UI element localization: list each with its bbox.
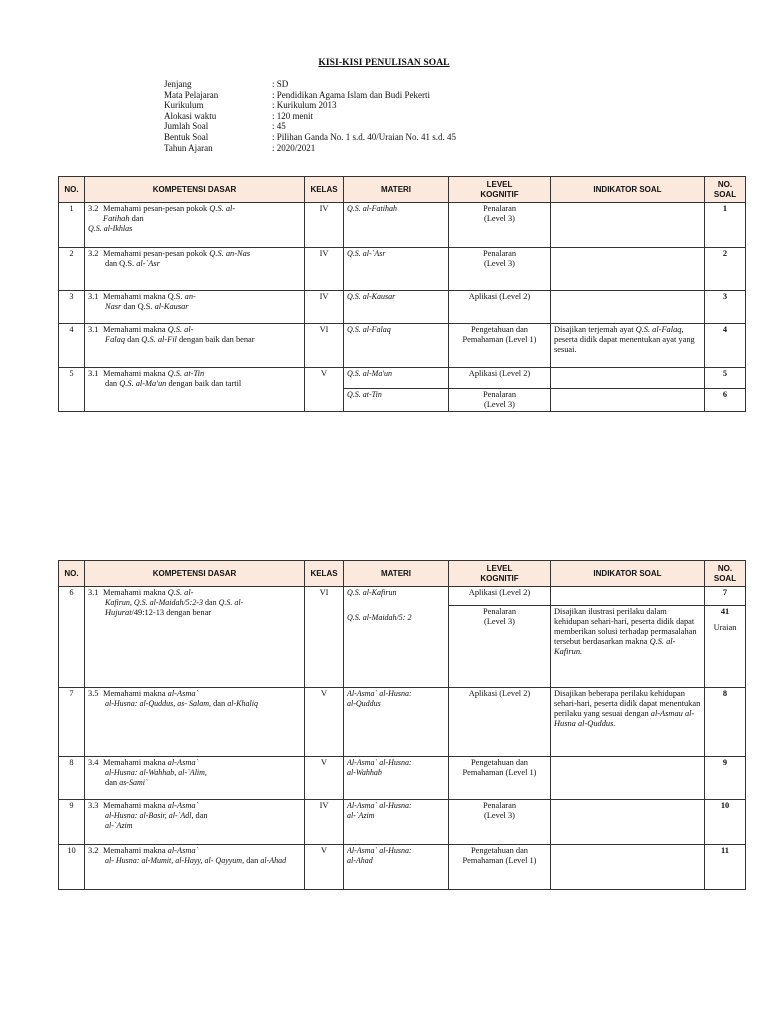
kd-text: dan [203,598,219,607]
nosoal-cell: 4 [705,324,746,368]
nosoal-cell: 11 [705,845,746,890]
materi-line: al-`Azim [347,811,375,820]
kd-surah: Q.S. al-Fil [141,335,177,344]
level-cell: Aplikasi (Level 2) [449,587,551,606]
level-line2: (Level 3) [484,259,515,268]
header-level-line2: KOGNITIF [480,573,519,583]
level-line2: Pemahaman (Level 1) [462,335,537,344]
indikator-cell [551,324,705,368]
indikator-cell [551,203,705,248]
header-level-kognitif [449,177,551,203]
meta-row-mapel [164,90,456,101]
nosoal-cell: 6 [705,389,746,412]
level-line1: Pengetahuan dan [471,325,528,334]
meta-value: : 2020/2021 [272,142,316,153]
kelas-cell: VI [305,324,344,368]
meta-key: Jenjang [164,79,192,89]
level-line1: Penalaran [482,801,517,810]
table-row [59,248,746,291]
meta-value: : SD [272,79,289,89]
row-no: 10 [59,845,85,890]
kd-number: 3.1 [88,369,99,378]
table-row [59,291,746,324]
materi-cell: Q.S. al-Falaq [344,324,449,368]
materi-cell: Q.S. al-Ma'un [344,368,449,389]
meta-value: : Pilihan Ganda No. 1 s.d. 40/Uraian No. 41 s.d. 45 [272,131,456,142]
table-row [59,845,746,890]
kd-surah: al-Husna: al-Basir, al-`Adl, [105,811,194,820]
meta-row-alokasi [164,111,456,122]
meta-value: : Pendidikan Agama Islam dan Budi Pekerti [272,89,430,100]
meta-value: : 45 [272,121,286,132]
meta-row-bentuk [164,132,456,143]
document-title: KISI-KISI PENULISAN SOAL [318,58,450,68]
meta-key: Mata Pelajaran [164,89,219,100]
level-line1: Penalaran [482,204,517,213]
level-cell [449,389,551,412]
kd-text: Memahami makna [103,758,168,767]
materi-cell: Q.S. at-Tin [344,389,449,412]
row-no: 6 [59,587,85,688]
kd-cell [85,757,305,800]
kd-text: dan Q.S. [105,259,137,268]
kd-text: dan Q.S. [121,302,155,311]
kd-surah: Q.S. al-Ma'un [119,379,167,388]
kd-text: dan [105,379,120,388]
kd-number: 3.1 [88,325,99,334]
kd-number: 3.2 [88,846,99,855]
meta-row-jenjang [164,79,456,90]
kelas-cell: IV [305,800,344,845]
kd-text: dengan baik dan benar [176,335,255,344]
kd-text: /49:12-13 dengan benar [131,608,212,617]
header-no: NO. [59,177,85,203]
kd-text: Memahami pesan-pesan pokok [103,204,210,213]
kd-surah: al- Husna: al-Mumit, al-Hayy, al- Qayyum, [105,856,245,865]
kd-surah: Hujurat [105,608,132,617]
level-cell [449,800,551,845]
indikator-cell [551,606,705,688]
table-row [59,587,746,606]
kd-text: dan [193,811,208,820]
materi-line: al-Quddus [347,699,381,708]
kd-surah: as-Sami` [119,778,148,787]
kd-cell [85,368,305,412]
nosoal-cell: 2 [705,248,746,291]
table-row [59,757,746,800]
header-materi: MATERI [344,561,449,587]
level-cell [449,324,551,368]
kd-number: 3.1 [88,292,99,301]
kd-surah: Q.S. al- [209,204,236,213]
header-no: NO. [59,561,85,587]
level-line1: Pengetahuan dan [471,758,528,767]
nosoal-cell: 3 [705,291,746,324]
kd-surah: Q.S. at-Tin [167,369,205,378]
header-level-line1: LEVEL [486,179,513,189]
meta-value: : Kurikulum 2013 [272,100,337,111]
kd-cell [85,587,305,688]
level-line2: (Level 3) [484,811,515,820]
nosoal-cell: 8 [705,688,746,757]
header-kelas: KELAS [305,561,344,587]
kd-cell [85,324,305,368]
header-kompetensi-dasar: KOMPETENSI DASAR [85,561,305,587]
materi-line: Q.S. al-Maidah/5: 2 [347,613,412,622]
header-level-line1: LEVEL [486,563,513,573]
meta-row-tahun [164,143,456,154]
meta-key: Bentuk Soal [164,131,209,142]
nosoal-cell: 10 [705,800,746,845]
level-line2: (Level 3) [484,617,515,626]
header-nosoal-line1: NO. [717,179,733,189]
level-cell: Aplikasi (Level 2) [449,368,551,389]
materi-line: Al-Asma` al-Husna: [347,801,412,810]
materi-cell [344,587,449,688]
row-no: 7 [59,688,85,757]
materi-cell: Q.S. al-`Asr [344,248,449,291]
materi-line: Q.S. al-Kafirun [347,588,397,597]
meta-row-kurikulum [164,100,456,111]
header-indikator-soal: INDIKATOR SOAL [551,561,705,587]
header-no-soal [705,177,746,203]
nosoal-number: 41 [720,607,730,616]
kd-surah: Q.S. al-Ikhlas [88,224,133,233]
level-cell [449,203,551,248]
kd-surah: al-Ahad [260,856,287,865]
table-row [59,800,746,845]
materi-cell: Q.S. al-Kausar [344,291,449,324]
kd-cell [85,203,305,248]
nosoal-cell: 7 [705,587,746,606]
level-line1: Pengetahuan dan [471,846,528,855]
header-level-line2: KOGNITIF [480,189,519,199]
nosoal-cell: 1 [705,203,746,248]
kd-cell [85,688,305,757]
kd-text: dan [125,335,142,344]
kd-surah: an- [184,292,196,301]
materi-cell: Q.S. al-Fatihah [344,203,449,248]
kd-surah: Q.S. al- [218,598,244,607]
indikator-text: Disajikan terjemah ayat [554,325,636,334]
kd-number: 3.1 [88,588,99,597]
kd-text: Memahami makna [103,689,168,698]
row-no: 8 [59,757,85,800]
materi-cell [344,688,449,757]
kelas-cell: V [305,688,344,757]
indikator-cell [551,248,705,291]
indikator-cell [551,389,705,412]
kd-text: Memahami makna [103,369,168,378]
kd-text: dan [105,778,120,787]
indikator-surah: Q.S. al-Kafirun. [554,637,676,656]
level-line2: (Level 3) [484,400,515,409]
meta-key: Kurikulum [164,100,204,111]
kd-number: 3.2 [88,204,99,213]
kd-number: 3.2 [88,249,99,258]
kd-surah: al-Kausar [154,302,189,311]
kd-surah: al-Husna: al-Wahhab, al-`Alim, [105,768,207,777]
meta-row-jumlah [164,121,456,132]
header-indikator-soal: INDIKATOR SOAL [551,177,705,203]
materi-line: Al-Asma` al-Husna: [347,758,412,767]
kd-text: Memahami makna [103,588,168,597]
header-level-kognitif [449,561,551,587]
header-nosoal-line2: SOAL [713,189,737,199]
kd-surah: al-Asma` [167,846,199,855]
kd-text: dengan baik dan tartil [166,379,242,388]
indikator-text: Disajikan beberapa perilaku kehidupan sehari-hari, peserta didik dapat menentukan perilaku yang sesuai dengan [554,689,701,718]
kd-surah: al-Khaliq [227,699,258,708]
level-line1: Penalaran [482,607,517,616]
nosoal-cell [705,606,746,688]
indikator-cell [551,291,705,324]
kd-surah: al-`Asr [136,259,160,268]
materi-line: Al-Asma` al-Husna: [347,689,412,698]
meta-key: Jumlah Soal [164,121,209,132]
kd-surah: Nasr [105,302,122,311]
materi-cell [344,757,449,800]
level-cell: Aplikasi (Level 2) [449,688,551,757]
kd-number: 3.3 [88,801,99,810]
meta-key: Tahun Ajaran [164,142,213,153]
kd-text: Memahami makna [103,846,168,855]
kd-number: 3.5 [88,689,99,698]
kd-surah: al-`Azim [105,821,133,830]
meta-value: : 120 menit [272,110,313,121]
kd-surah: Fatihah [103,214,130,223]
kd-text: Memahami pesan-pesan pokok [103,249,210,258]
level-line2: Pemahaman (Level 1) [462,768,537,777]
table-row [59,324,746,368]
indikator-cell [551,757,705,800]
materi-line: Al-Asma` al-Husna: [347,846,412,855]
grid-table-2 [58,560,746,890]
kd-surah: al-Asma` [167,689,199,698]
kd-text: Memahami makna [103,801,168,810]
indikator-cell [551,800,705,845]
level-cell [449,248,551,291]
row-no: 5 [59,368,85,412]
row-no: 9 [59,800,85,845]
table-row [59,203,746,248]
row-no: 1 [59,203,85,248]
header-nosoal-line1: NO. [717,563,733,573]
kd-cell [85,800,305,845]
level-line2: (Level 3) [484,214,515,223]
kd-surah: Kafirun, [105,598,132,607]
kd-cell [85,845,305,890]
table-row [59,688,746,757]
header-kompetensi-dasar: KOMPETENSI DASAR [85,177,305,203]
header-materi: MATERI [344,177,449,203]
kelas-cell: VI [305,587,344,688]
indikator-cell [551,688,705,757]
level-line1: Penalaran [482,390,517,399]
kelas-cell: IV [305,203,344,248]
kd-text: dan [211,699,228,708]
level-cell [449,757,551,800]
kd-text: dan [244,856,261,865]
row-no: 4 [59,324,85,368]
level-cell [449,845,551,890]
kelas-cell: V [305,368,344,412]
row-no: 2 [59,248,85,291]
kd-text: Memahami makna [103,325,168,334]
kd-surah: Q.S. al-Maidah/5:2-3 [133,598,204,607]
nosoal-type: Uraian [713,623,737,632]
materi-cell [344,845,449,890]
level-cell: Aplikasi (Level 2) [449,291,551,324]
kd-text: Memahami makna Q.S. [103,292,185,301]
nosoal-cell: 9 [705,757,746,800]
indikator-cell [551,845,705,890]
level-cell [449,606,551,688]
table-row [59,368,746,389]
kd-surah: Q.S. al- [167,325,194,334]
level-line1: Penalaran [482,249,517,258]
kd-surah: al-Asma` [167,801,199,810]
identity-block [164,79,456,153]
indikator-cell [551,368,705,389]
kelas-cell: IV [305,248,344,291]
level-line2: Pemahaman (Level 1) [462,856,537,865]
indikator-text: Disajikan ilustrasi perilaku dalam kehidupan sehari-hari, peserta didik dapat memberikan solusi terhadap permasalahan tersebut berdasarkan makna [554,607,697,646]
header-no-soal [705,561,746,587]
indikator-text: , peserta didik dapat menentukan ayat yang sesuai. [554,325,695,354]
kd-surah: al-Asma` [167,758,199,767]
nosoal-cell: 5 [705,368,746,389]
kd-number: 3.4 [88,758,99,767]
indikator-surah: al-Asmau al-Husna al-Quddus. [554,709,695,728]
materi-cell [344,800,449,845]
row-no: 3 [59,291,85,324]
materi-line: al-Wahhab [347,768,382,777]
kd-cell [85,291,305,324]
header-nosoal-line2: SOAL [713,573,737,583]
kelas-cell: V [305,757,344,800]
kd-surah: Falaq [105,335,126,344]
kd-cell [85,248,305,291]
meta-key: Alokasi waktu [164,110,217,121]
kd-surah: Q.S. an-Nas [209,249,251,258]
kd-surah: al-Husna: al-Quddus, as- Salam, [105,699,211,708]
kd-surah: Q.S. al- [167,588,194,597]
materi-line: al-Ahad [347,856,373,865]
kd-text: dan [129,214,144,223]
indikator-surah: Q.S. al-Falaq [635,325,682,334]
kelas-cell: V [305,845,344,890]
indikator-cell [551,587,705,606]
header-kelas: KELAS [305,177,344,203]
kelas-cell: IV [305,291,344,324]
grid-table-1 [58,176,746,412]
